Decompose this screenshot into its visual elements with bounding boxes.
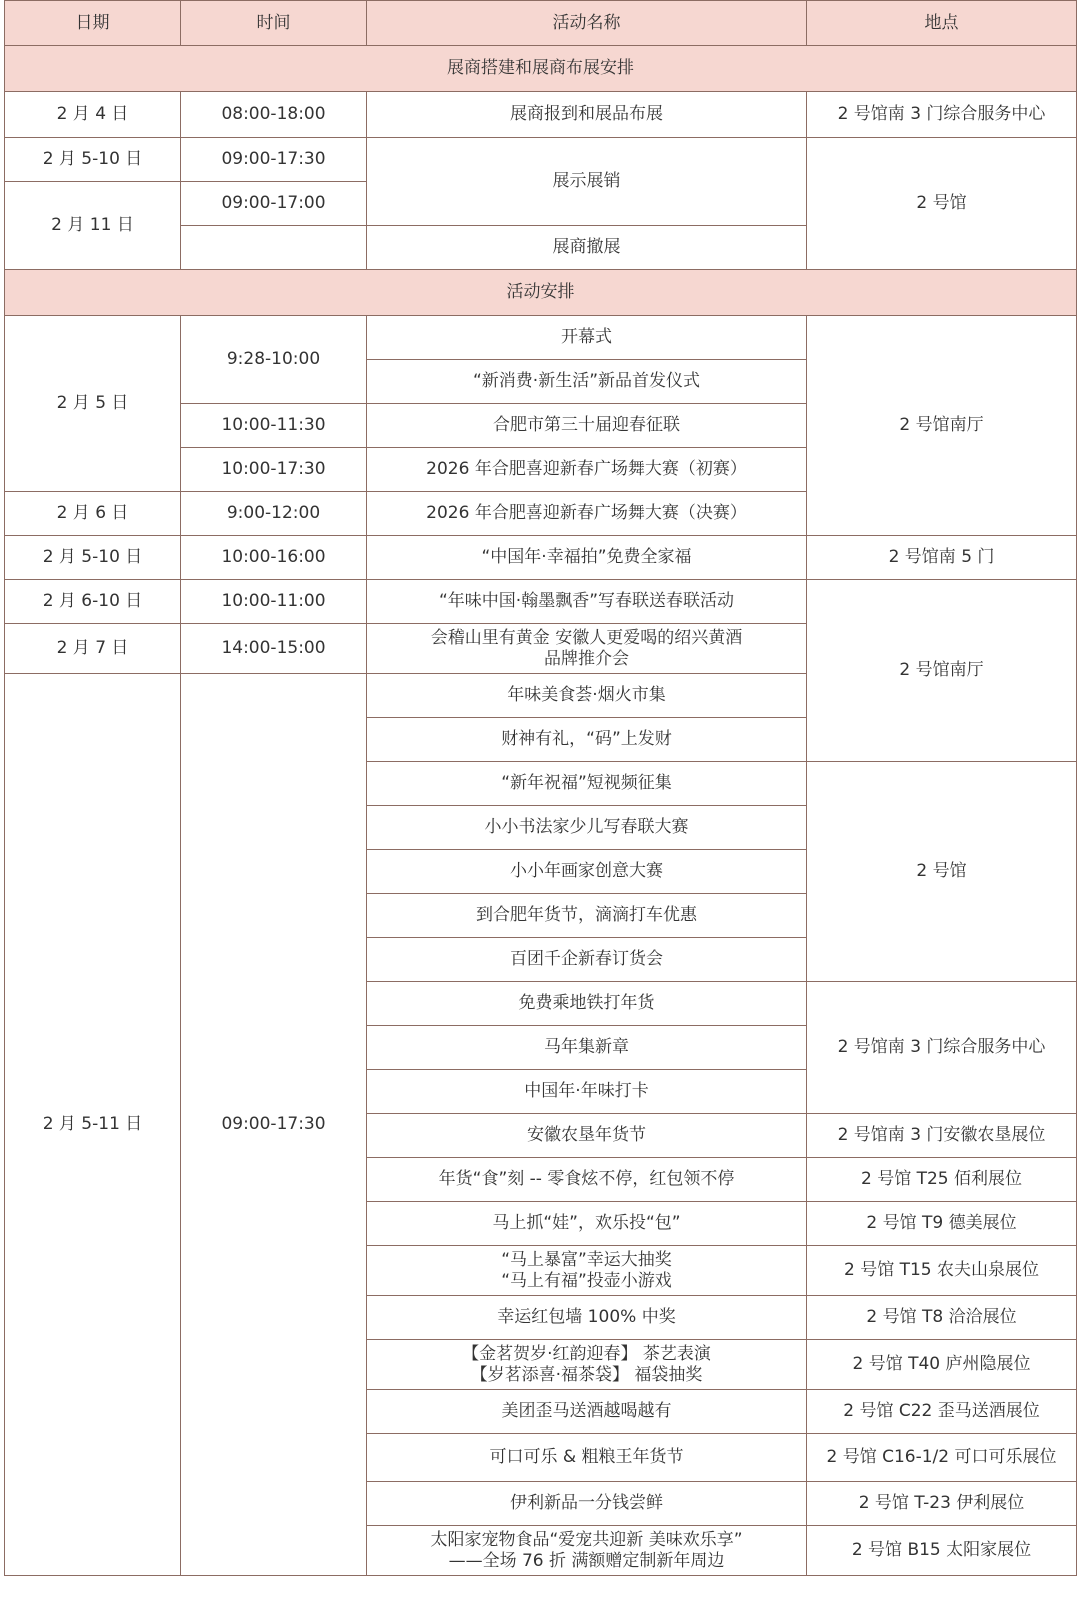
time-cell: 9:28-10:00 — [181, 316, 367, 404]
location-cell: 2 号馆 T15 农夫山泉展位 — [807, 1246, 1077, 1296]
activity-cell: 展示展销 — [367, 138, 807, 226]
location-cell: 2 号馆南 3 门安徽农垦展位 — [807, 1114, 1077, 1158]
activity-cell-multiline — [367, 1246, 807, 1296]
date-cell: 2 月 11 日 — [5, 182, 181, 270]
date-cell: 2 月 6-10 日 — [5, 580, 181, 624]
activity-cell: 马上抓“娃”，欢乐投“包” — [367, 1202, 807, 1246]
activity-cell: 中国年·年味打卡 — [367, 1070, 807, 1114]
activity-cell: “年味中国·翰墨飘香”写春联送春联活动 — [367, 580, 807, 624]
time-cell: 09:00-17:30 — [181, 674, 367, 1576]
location-cell: 2 号馆 T9 德美展位 — [807, 1202, 1077, 1246]
date-cell: 2 月 5-10 日 — [5, 536, 181, 580]
activity-cell: 2026 年合肥喜迎新春广场舞大赛（初赛） — [367, 448, 807, 492]
activity-cell: 安徽农垦年货节 — [367, 1114, 807, 1158]
activity-cell: 免费乘地铁打年货 — [367, 982, 807, 1026]
activity-cell: 马年集新章 — [367, 1026, 807, 1070]
activity-cell: 小小年画家创意大赛 — [367, 850, 807, 894]
date-cell: 2 月 6 日 — [5, 492, 181, 536]
activity-line: 会稽山里有黄金 安徽人更爱喝的绍兴黄酒 — [430, 627, 743, 648]
date-cell: 2 月 5-10 日 — [5, 138, 181, 182]
time-cell: 09:00-17:30 — [181, 138, 367, 182]
header-activity: 活动名称 — [367, 1, 807, 46]
date-cell: 2 月 5-11 日 — [5, 674, 181, 1576]
time-cell: 14:00-15:00 — [181, 624, 367, 674]
activity-cell: “中国年·幸福拍”免费全家福 — [367, 536, 807, 580]
section-title-setup: 展商搭建和展商布展安排 — [5, 46, 1077, 92]
date-cell: 2 月 7 日 — [5, 624, 181, 674]
header-row — [5, 1, 1077, 46]
date-cell: 2 月 4 日 — [5, 92, 181, 138]
section-row-setup — [5, 46, 1077, 92]
location-cell: 2 号馆南 3 门综合服务中心 — [807, 92, 1077, 138]
activity-line: “马上暴富”幸运大抽奖 — [501, 1249, 672, 1270]
activity-cell: 财神有礼，“码”上发财 — [367, 718, 807, 762]
activity-cell: 伊利新品一分钱尝鲜 — [367, 1482, 807, 1526]
activity-cell: 展商报到和展品布展 — [367, 92, 807, 138]
activity-cell: 到合肥年货节，滴滴打车优惠 — [367, 894, 807, 938]
location-cell: 2 号馆南厅 — [807, 580, 1077, 762]
time-cell: 09:00-17:00 — [181, 182, 367, 226]
schedule-table — [4, 0, 1077, 1576]
date-cell: 2 月 5 日 — [5, 316, 181, 492]
table-row — [5, 138, 1077, 182]
activity-cell: 幸运红包墙 100% 中奖 — [367, 1296, 807, 1340]
time-cell: 10:00-16:00 — [181, 536, 367, 580]
activity-line: 【金茗贺岁·红韵迎春】 茶艺表演 — [462, 1343, 711, 1364]
activity-cell: 美团歪马送酒越喝越有 — [367, 1390, 807, 1434]
location-cell: 2 号馆 T8 洽洽展位 — [807, 1296, 1077, 1340]
activity-cell: 年货“食”刻 -- 零食炫不停，红包领不停 — [367, 1158, 807, 1202]
table-row — [5, 92, 1077, 138]
activity-cell: 开幕式 — [367, 316, 807, 360]
location-cell: 2 号馆 — [807, 762, 1077, 982]
header-location: 地点 — [807, 1, 1077, 46]
time-cell: 9:00-12:00 — [181, 492, 367, 536]
activity-cell: 合肥市第三十届迎春征联 — [367, 404, 807, 448]
section-title-events: 活动安排 — [5, 270, 1077, 316]
location-cell: 2 号馆 T25 佰利展位 — [807, 1158, 1077, 1202]
activity-cell: 小小书法家少儿写春联大赛 — [367, 806, 807, 850]
activity-cell: “新年祝福”短视频征集 — [367, 762, 807, 806]
activity-cell: 可口可乐 & 粗粮王年货节 — [367, 1434, 807, 1482]
table-row — [5, 536, 1077, 580]
time-cell: 08:00-18:00 — [181, 92, 367, 138]
activity-cell: 2026 年合肥喜迎新春广场舞大赛（决赛） — [367, 492, 807, 536]
section-row-events — [5, 270, 1077, 316]
activity-line: 【岁茗添喜·福茶袋】 福袋抽奖 — [470, 1364, 703, 1385]
time-cell-empty — [181, 226, 367, 270]
location-cell: 2 号馆 C16-1/2 可口可乐展位 — [807, 1434, 1077, 1482]
activity-cell-multiline — [367, 1340, 807, 1390]
table-row — [5, 316, 1077, 360]
time-cell: 10:00-17:30 — [181, 448, 367, 492]
location-cell: 2 号馆南 3 门综合服务中心 — [807, 982, 1077, 1114]
activity-cell: 年味美食荟·烟火市集 — [367, 674, 807, 718]
activity-cell-multiline — [367, 624, 807, 674]
location-cell: 2 号馆南厅 — [807, 316, 1077, 536]
activity-cell-multiline — [367, 1526, 807, 1576]
location-cell: 2 号馆南 5 门 — [807, 536, 1077, 580]
header-date: 日期 — [5, 1, 181, 46]
activity-line: “马上有福”投壶小游戏 — [501, 1270, 672, 1291]
time-cell: 10:00-11:30 — [181, 404, 367, 448]
table-row — [5, 580, 1077, 624]
activity-line: ——全场 76 折 满额赠定制新年周边 — [448, 1550, 725, 1571]
activity-line: 品牌推介会 — [544, 648, 629, 669]
activity-cell: 百团千企新春订货会 — [367, 938, 807, 982]
location-cell: 2 号馆 B15 太阳家展位 — [807, 1526, 1077, 1576]
location-cell: 2 号馆 T40 庐州隐展位 — [807, 1340, 1077, 1390]
time-cell: 10:00-11:00 — [181, 580, 367, 624]
location-cell: 2 号馆 T-23 伊利展位 — [807, 1482, 1077, 1526]
header-time: 时间 — [181, 1, 367, 46]
activity-line: 太阳家宠物食品“爱宠共迎新 美味欢乐享” — [430, 1529, 743, 1550]
activity-cell: 展商撤展 — [367, 226, 807, 270]
location-cell: 2 号馆 — [807, 138, 1077, 270]
location-cell: 2 号馆 C22 歪马送酒展位 — [807, 1390, 1077, 1434]
activity-cell: “新消费·新生活”新品首发仪式 — [367, 360, 807, 404]
